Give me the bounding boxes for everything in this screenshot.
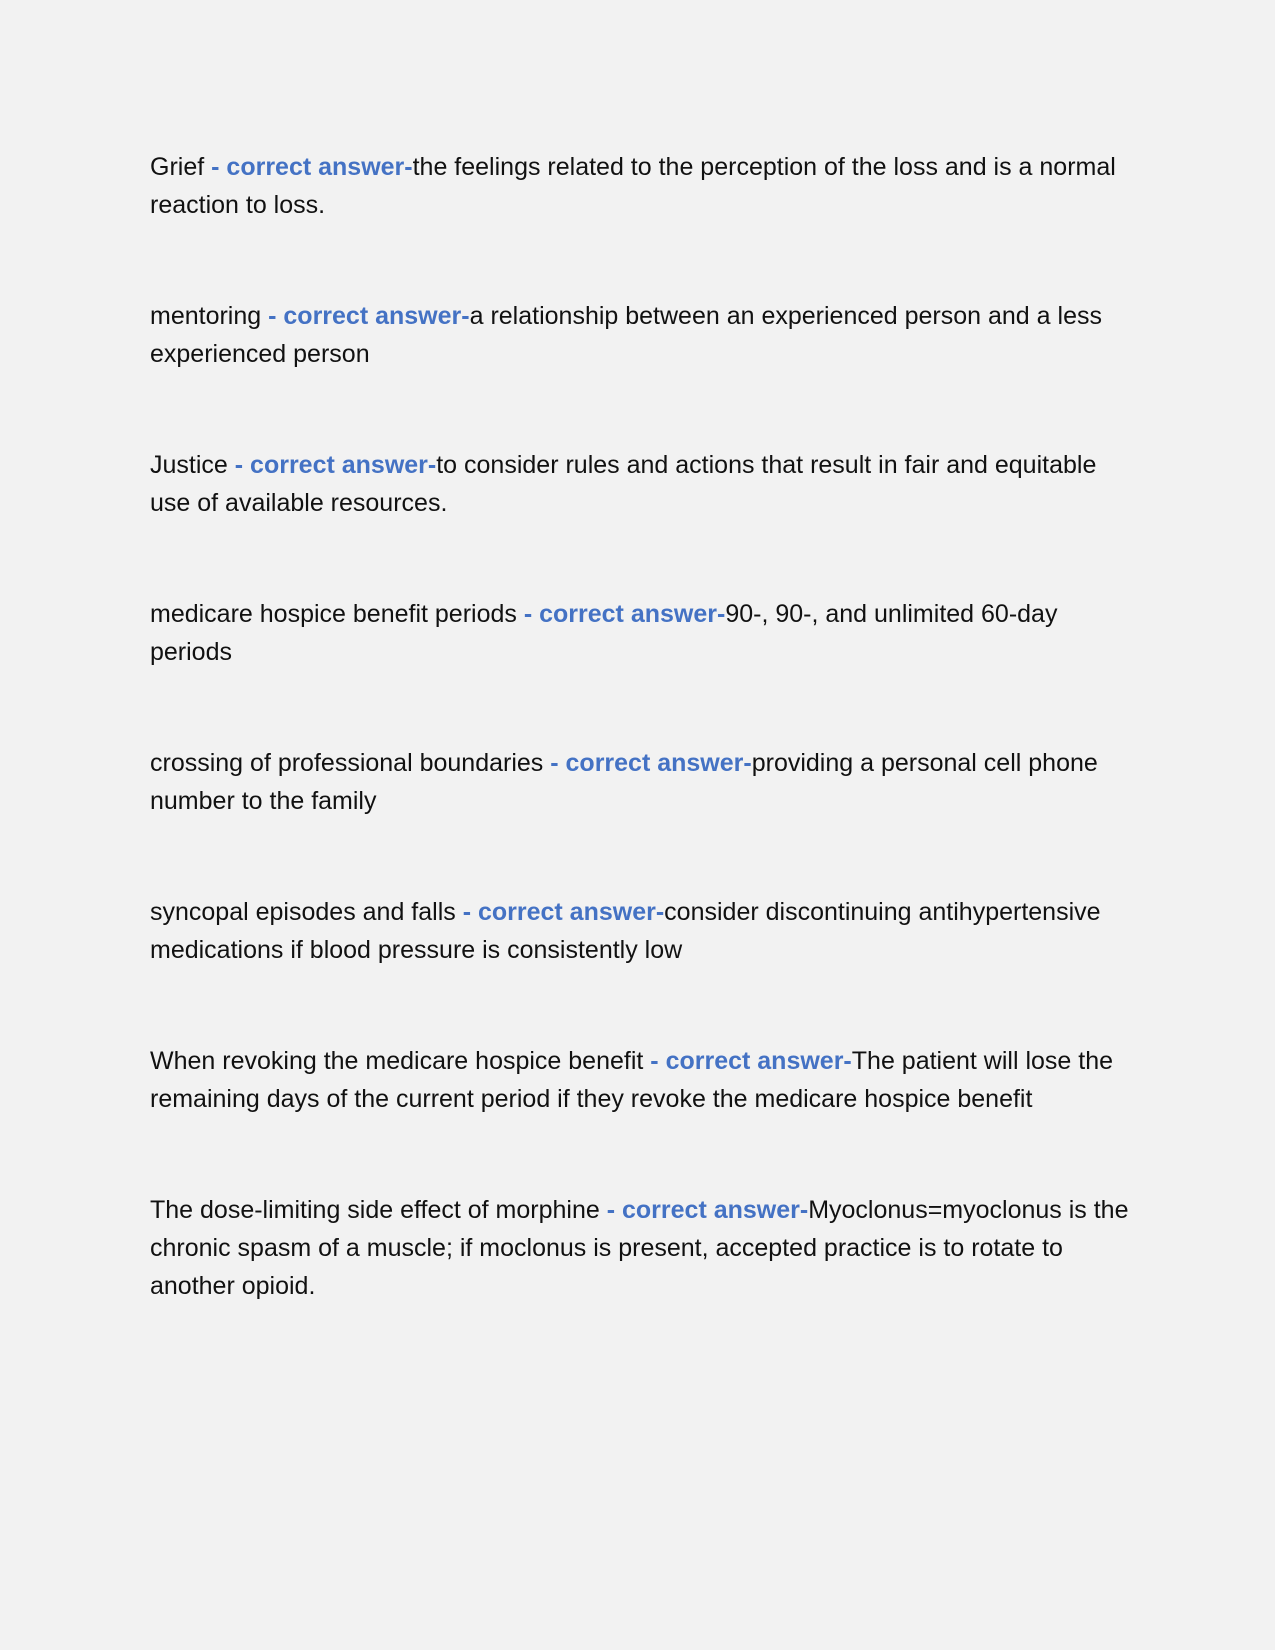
correct-answer-separator: - correct answer- <box>606 1196 809 1224</box>
entry-term: syncopal episodes and falls <box>150 898 456 926</box>
entry-answer: a relationship between an experienced person and a less experienced person <box>150 302 1102 368</box>
flashcard-entry <box>150 595 1140 671</box>
flashcard-entry <box>150 297 1140 373</box>
flashcard-entry <box>150 1042 1140 1118</box>
correct-answer-separator: - correct answer- <box>234 451 437 479</box>
correct-answer-separator: - correct answer- <box>462 898 665 926</box>
entry-answer: consider discontinuing antihypertensive medications if blood pressure is consistently low <box>150 898 1101 964</box>
entry-term: The dose-limiting side effect of morphine <box>150 1196 600 1224</box>
entry-answer: providing a personal cell phone number to the family <box>150 749 1098 815</box>
flashcard-entry <box>150 148 1140 224</box>
entry-term: Justice <box>150 451 228 479</box>
correct-answer-separator: - correct answer- <box>211 153 413 181</box>
document-page <box>150 148 1140 1378</box>
correct-answer-separator: - correct answer- <box>523 600 726 628</box>
entry-answer: to consider rules and actions that result in fair and equitable use of available resources. <box>150 451 1097 517</box>
entry-term: crossing of professional boundaries <box>150 749 544 777</box>
entry-answer: 90-, 90-, and unlimited 60-day periods <box>150 600 1058 666</box>
entry-answer: The patient will lose the remaining days of the current period if they revoke the medicare hospice benefit <box>150 1047 1114 1113</box>
flashcard-entry <box>150 1191 1140 1305</box>
flashcard-entry <box>150 446 1140 522</box>
entry-term: When revoking the medicare hospice benefit <box>150 1047 644 1075</box>
entry-term: mentoring <box>150 302 262 330</box>
correct-answer-separator: - correct answer- <box>268 302 470 330</box>
correct-answer-separator: - correct answer- <box>550 749 752 777</box>
entry-answer: the feelings related to the perception of the loss and is a normal reaction to loss. <box>150 153 1116 219</box>
entry-answer: Myoclonus=myoclonus is the chronic spasm of a muscle; if moclonus is present, accepted practice is to rotate to another opioid. <box>150 1196 1129 1300</box>
entry-term: Grief <box>150 153 205 181</box>
flashcard-entry <box>150 744 1140 820</box>
entry-term: medicare hospice benefit periods <box>150 600 517 628</box>
correct-answer-separator: - correct answer- <box>650 1047 852 1075</box>
flashcard-entry <box>150 893 1140 969</box>
